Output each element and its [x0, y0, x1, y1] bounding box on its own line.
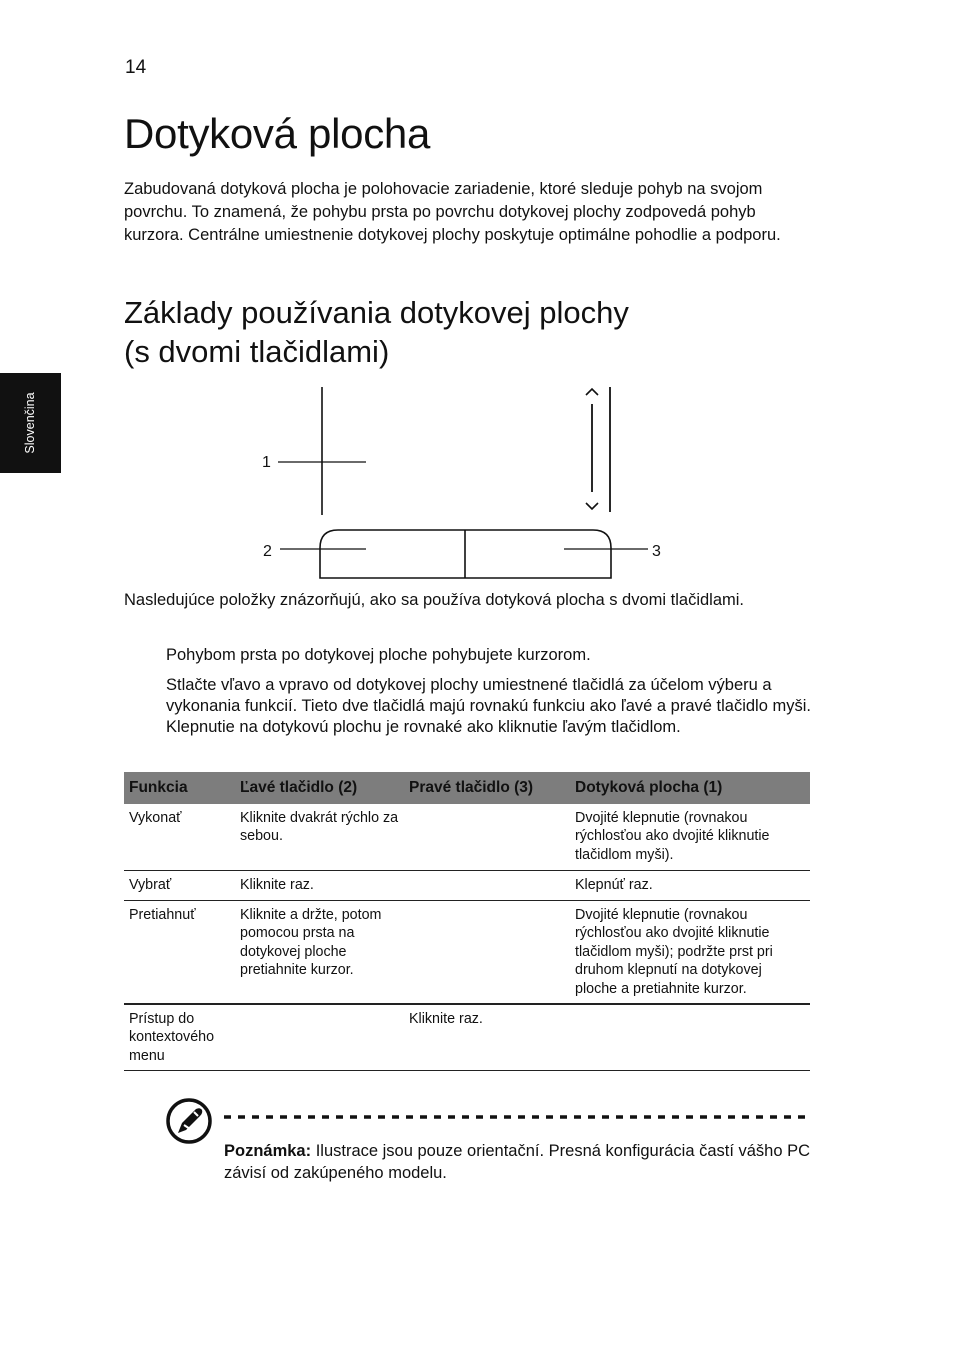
table-header — [124, 772, 810, 804]
table-cell: Pretiahnuť — [129, 907, 196, 923]
note-divider — [224, 1115, 812, 1119]
section-title-line2: (s dvomi tlačidlami) — [124, 334, 390, 369]
page-title: Dotyková plocha — [124, 110, 431, 157]
table-row — [124, 804, 810, 871]
note-text — [224, 1140, 814, 1184]
scroll-down-arrow-icon — [586, 503, 598, 509]
language-side-tab — [0, 373, 61, 473]
note-pen-icon — [165, 1097, 213, 1145]
instruction-buttons: Stlačte vľavo a vpravo od dotykovej plochy umiestnené tlačidlá za účelom výberu a vykonania funkcií. Tieto dve tlačidlá majú rovnakú funkciu ako ľavé a pravé tlačidlo myši. Klepnutie na dotykovú plochu je rovnaké ako kliknutie ľavým tlačidlom. — [166, 676, 811, 737]
table-row — [124, 901, 810, 1005]
table-cell: Vybrať — [129, 877, 172, 893]
note-label: Poznámka: — [224, 1142, 312, 1160]
section-title-line1: Základy používania dotykovej plochy — [124, 295, 629, 330]
table-cell — [235, 1005, 404, 1070]
callout-2: 2 — [263, 543, 272, 560]
header-left-button: Ľavé tlačidlo (2) — [240, 779, 358, 796]
table-cell: Prístup do kontextového menu — [129, 1011, 215, 1064]
touchpad-diagram — [250, 380, 680, 585]
instruction-move: Pohybom prsta po dotykovej ploche pohybujete kurzorom. — [166, 646, 591, 664]
table-row — [124, 871, 810, 901]
table-cell: Kliknite raz. — [409, 1011, 483, 1027]
header-right-button: Pravé tlačidlo (3) — [409, 779, 534, 796]
header-touchpad: Dotyková plocha (1) — [575, 779, 723, 796]
header-function: Funkcia — [129, 779, 188, 796]
intro-paragraph: Zabudovaná dotyková plocha je polohovacie zariadenie, ktoré sleduje pohyb na svojom povrchu. To znamená, že pohybu prsta po povrchu dotykovej plochy zodpovedá pohyb kurzora. Centrálne umiestnenie dotykovej plochy poskytuje optimálne pohodlie a podporu. — [124, 180, 781, 245]
table-cell: Klepnúť raz. — [575, 877, 653, 893]
page-number: 14 — [125, 57, 147, 78]
table-cell — [570, 1005, 810, 1070]
table-cell: Vykonať — [129, 810, 182, 826]
functions-table — [124, 772, 810, 1071]
section-title — [124, 293, 724, 371]
table-cell: Kliknite dvakrát rýchlo za sebou. — [240, 810, 399, 845]
note-body: Ilustrace jsou pouze orientační. Presná konfigurácia častí vášho PC závisí od zakúpeného modelu. — [224, 1142, 811, 1182]
callout-3: 3 — [652, 543, 661, 560]
table-cell — [404, 871, 570, 900]
table-cell — [404, 804, 570, 870]
table-cell: Dvojité klepnutie (rovnakou rýchlosťou ako dvojité kliknutie tlačidlom myši); podržte prst pri druhom klepnutí na dotykovej ploche a pretiahnite kurzor. — [575, 907, 773, 997]
language-label: Slovenčina — [23, 392, 37, 454]
list-intro: Nasledujúce položky znázorňujú, ako sa používa dotyková plocha s dvomi tlačidlami. — [124, 591, 744, 609]
table-row — [124, 1005, 810, 1071]
table-cell — [404, 901, 570, 1003]
table-cell: Kliknite a držte, potom pomocou prsta na dotykovej ploche pretiahnite kurzor. — [240, 907, 382, 979]
table-cell: Kliknite raz. — [240, 877, 314, 893]
table-cell: Dvojité klepnutie (rovnakou rýchlosťou ako dvojité kliknutie tlačidlom myši). — [575, 810, 770, 863]
callout-1: 1 — [262, 454, 271, 471]
scroll-up-arrow-icon — [586, 389, 598, 395]
